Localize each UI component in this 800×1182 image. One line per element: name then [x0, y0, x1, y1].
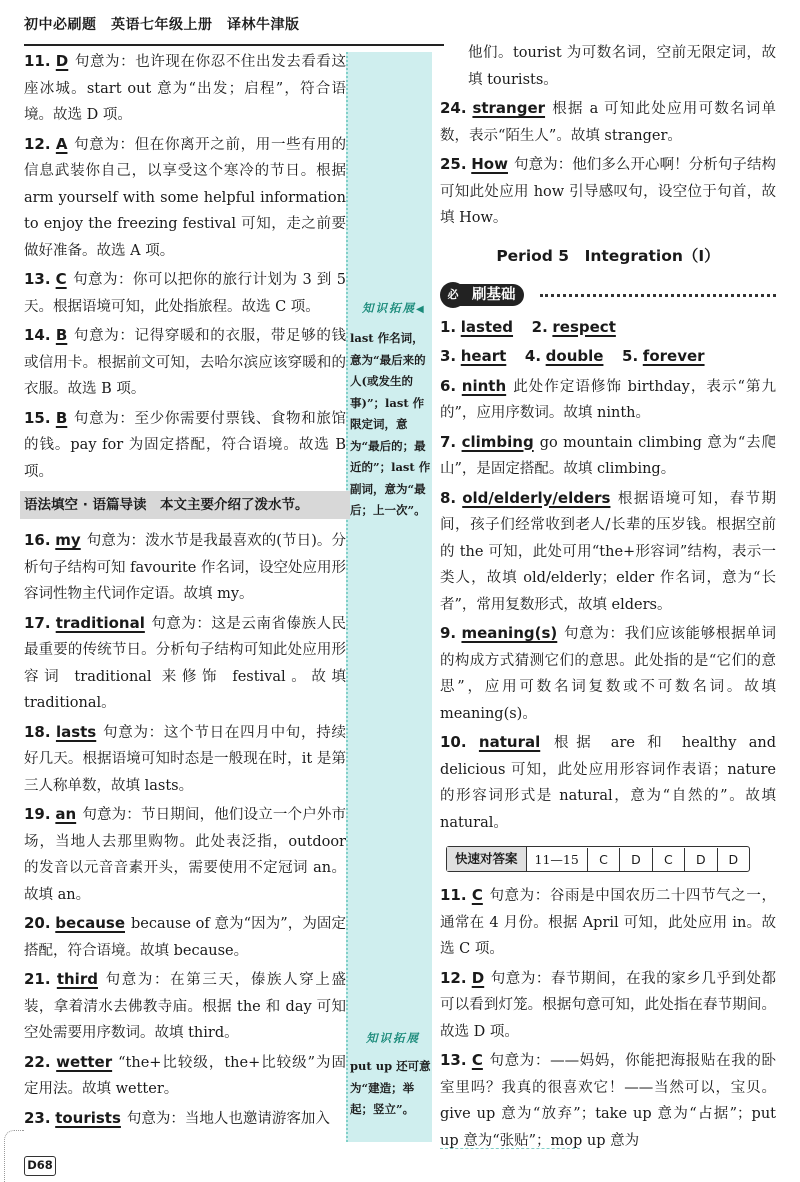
brush-basics-heading	[440, 278, 776, 312]
answer-item	[440, 1047, 776, 1154]
answer: ninth	[461, 376, 507, 395]
item-number: 21.	[24, 970, 51, 988]
answer-item	[440, 373, 776, 427]
quick-answer-cell: C	[653, 848, 685, 871]
quick-answer-label: 快速对答案	[447, 847, 527, 871]
item-number: 9.	[440, 624, 457, 642]
answer: C	[471, 886, 483, 904]
answer-item	[24, 405, 346, 486]
explanation: 句意为：记得穿暖和的衣服，带足够的钱或信用卡。根据前文可知，去哈尔滨应该穿暖和的衣服。故选 B 项。	[24, 328, 347, 397]
explanation: 句意为：春节期间，在我的家乡几乎到处都可以看到灯笼。根据句意可知，此处指在春节期间。故选 D 项。	[440, 970, 777, 1040]
left-column	[24, 48, 346, 1134]
explanation: 句意为：你可以把你的旅行计划为 3 到 5 天。根据语境可知，此处指旅程。故选 C 项。	[24, 272, 346, 315]
item-number: 23.	[24, 1108, 51, 1127]
answer: natural	[478, 733, 541, 751]
item-number: 18.	[24, 722, 51, 741]
answer-item	[24, 527, 346, 608]
explanation: 句意为：——妈妈，你能把海报贴在我的卧室里吗？我真的很喜欢它！——当然可以，宝贝。give up 意为“放弃”；take up 意为“占据”；put up 意为“张贴”；mop up 意为	[440, 1053, 777, 1149]
item-number: 12.	[24, 134, 51, 153]
bottom-divider	[440, 1148, 580, 1149]
explanation: “the+比较级，the+比较级”为固定用法。故填 wetter。	[24, 1054, 346, 1097]
answer: How	[471, 155, 508, 173]
answer: tourists	[55, 1108, 121, 1127]
explanation: 句意为：泼水节是我最喜欢的(节日)。分析句子结构可知 favourite 作名词，设空处应用形容词性物主代词作定语。故填 my。	[24, 533, 347, 602]
answer-item	[24, 719, 346, 800]
note-title-1: 知识拓展◀	[362, 301, 426, 315]
item-number: 11.	[440, 886, 467, 904]
item-number: 7.	[440, 432, 457, 451]
explanation: 句意为：我们应该能够根据单词的构成方式猜测它们的意思。此处指的是“它们的意思”，应用可数名词复数或不可数名词。故填 meaning(s)。	[440, 626, 777, 722]
answer-item	[24, 322, 346, 403]
knowledge-note-2: put up 还可意为“建造；举起；竖立”。	[350, 1059, 431, 1116]
answer: climbing	[461, 432, 534, 451]
answer-item	[440, 620, 776, 727]
page-number: D68	[24, 1156, 56, 1176]
answer: lasted	[460, 317, 514, 336]
answer: wetter	[56, 1052, 113, 1071]
item-number: 14.	[24, 326, 51, 344]
answer-item	[440, 485, 776, 619]
answer-item	[440, 965, 776, 1046]
item-number: 22.	[24, 1052, 51, 1071]
explanation: 句意为：但在你离开之前，用一些有用的信息武装你自己，以享受这个寒冷的节日。根据 arm yourself with some helpful information to enjoy the freezing festival 可知，走之前要做好准备。故选 A 项。	[24, 136, 347, 259]
note-title-2: 知识拓展	[366, 1031, 420, 1045]
answer: heart	[460, 347, 507, 365]
explanation: 句意为：节日期间，他们设立一个户外市场，当地人去那里购物。此处表泛指，outdoor 的发音以元音音素开头，需要使用不定冠词 an。故填 an。	[24, 807, 347, 903]
explanation: 句意为：当地人也邀请游客加入	[126, 1110, 330, 1127]
quick-answer-cell: C	[588, 848, 620, 871]
item-number: 16.	[24, 531, 51, 549]
knowledge-note-1: last 作名词，意为“最后来的人(或发生的事)”；last 作限定词，意为“最后的；最近的”；last 作副词，意为“最后；上一次”。	[350, 331, 431, 517]
answer: B	[55, 326, 68, 344]
answer-item	[440, 882, 776, 963]
answer-item	[24, 801, 346, 908]
explanation: 句意为：在第三天，傣族人穿上盛装，拿着清水去佛教寺庙。根据 the 和 day 可知空处需要用序数词。故填 third。	[24, 972, 347, 1041]
brush-label: 刷基础	[458, 284, 524, 306]
brush-icon: 必	[440, 282, 466, 308]
explanation: 根据 a 可知此处应用可数名词单数，表示“陌生人”。故填 stranger。	[440, 101, 776, 144]
answer-item	[24, 910, 346, 964]
explanation: 句意为：谷雨是中国农历二十四节气之一，通常在 4 月份。根据 April 可知，此处应用 in。故选 C 项。	[440, 888, 777, 957]
item-number: 8.	[440, 488, 457, 507]
answer-item	[24, 966, 346, 1047]
item-number: 13.	[24, 270, 51, 288]
answer: A	[55, 134, 68, 153]
answer-item	[440, 429, 776, 483]
explanation: 句意为：这是云南省傣族人民最重要的传统节日。分析句子结构可知此处应用形容词 traditional 来修饰 festival。故填 traditional。	[24, 615, 347, 711]
page-header: 初中必刷题 英语七年级上册 译林牛津版	[24, 17, 300, 33]
answer: lasts	[55, 722, 97, 741]
answer-line-1: 1. lasted 2. respect	[440, 317, 616, 336]
answer-item	[440, 95, 776, 149]
answer: respect	[552, 317, 616, 336]
item-number: 6.	[440, 376, 457, 395]
explanation: because of 意为“因为”，为固定搭配，符合语境。故填 because。	[24, 916, 347, 959]
explanation: 根据 are 和 healthy and delicious 可知，此处应用形容词作表语；nature 的形容词形式是 natural，意为“自然的”。故填 natural。	[440, 735, 776, 831]
answer: C	[471, 1051, 483, 1069]
explanation: 句意为：这个节日在四月中旬，持续好几天。根据语境可知时态是一般现在时，it 是第三人称单数，故填 lasts。	[24, 724, 347, 794]
answer-item	[24, 131, 346, 265]
item-number: 13.	[440, 1051, 467, 1069]
dotted-divider	[540, 294, 776, 297]
answer: because	[55, 914, 125, 932]
answer-item	[24, 266, 346, 320]
header-rule	[24, 44, 444, 46]
answer: double	[545, 347, 604, 365]
arrow-icon: ◀	[416, 304, 426, 315]
period-title: Period 5 Integration（Ⅰ）	[496, 246, 720, 265]
quick-answer-cell: D	[620, 848, 652, 871]
corner-decoration	[4, 1130, 24, 1182]
answer: old/elderly/elders	[462, 488, 611, 507]
item-number: 11.	[24, 52, 51, 70]
explanation: 句意为：他们多么开心啊！分析句子结构可知此处应用 how 引导感叹句，设空位于句首，故填 How。	[440, 157, 777, 226]
item-number: 19.	[24, 805, 51, 823]
answer-item	[440, 151, 776, 232]
explanation: 根据语境可知，春节期间，孩子们经常收到老人/长辈的压岁钱。根据空前的 the 可知，此处可用“the+形容词”结构，表示一类人，故填 old/elderly；elder 作名词，意为“长者”，常用复数形式，故填 elders。	[440, 490, 777, 613]
answer: traditional	[55, 613, 145, 632]
item-number: 10.	[440, 733, 467, 751]
sidebar-strip-border	[346, 52, 348, 1142]
answer-item	[24, 610, 346, 717]
explanation: 此处作定语修饰 birthday，表示“第九的”，应用序数词。故填 ninth。	[440, 378, 777, 421]
answer-item	[24, 1105, 346, 1133]
sidebar-strip	[346, 52, 432, 1142]
explanation: 句意为：也许现在你忍不住出发去看看这座冰城。start out 意为“出发；启程”，符合语境。故选 D 项。	[24, 54, 347, 123]
item-number: 12.	[440, 968, 467, 987]
item-number: 24.	[440, 99, 467, 117]
answer: an	[55, 805, 77, 823]
answer-item	[24, 1049, 346, 1103]
item-number: 25.	[440, 155, 467, 173]
answer: B	[55, 408, 68, 427]
item-number: 15.	[24, 408, 51, 427]
item-number: 17.	[24, 613, 51, 632]
answer: third	[56, 970, 98, 988]
answer: D	[55, 52, 69, 70]
answer-item	[440, 729, 776, 836]
quick-answer-table	[446, 846, 750, 872]
explanation: 句意为：至少你需要付票钱、食物和旅馆的钱。pay for 为固定搭配，符合语境。故选 B 项。	[24, 410, 347, 480]
quick-answer-cell: D	[685, 848, 717, 871]
explanation: go mountain climbing 意为“去爬山”，是固定搭配。故填 climbing。	[440, 434, 776, 477]
answer: my	[55, 531, 81, 549]
answer: stranger	[472, 99, 546, 117]
quick-answer-range: 11—15	[527, 848, 588, 871]
item-number: 20.	[24, 914, 51, 932]
answer: forever	[642, 347, 705, 365]
answer: meaning(s)	[461, 624, 558, 642]
quick-answer-cell: D	[728, 851, 739, 867]
answer: D	[471, 968, 485, 987]
answer: C	[55, 270, 67, 288]
right-column	[440, 40, 776, 1156]
continued-text: 他们。tourist 为可数名词，空前无限定词，故填 tourists。	[468, 45, 776, 88]
answer-line-2: 3. heart 4. double 5. forever	[440, 347, 705, 365]
section-heading: 语法填空 · 语篇导读 本文主要介绍了泼水节。	[20, 491, 350, 519]
answer-item	[24, 48, 346, 129]
